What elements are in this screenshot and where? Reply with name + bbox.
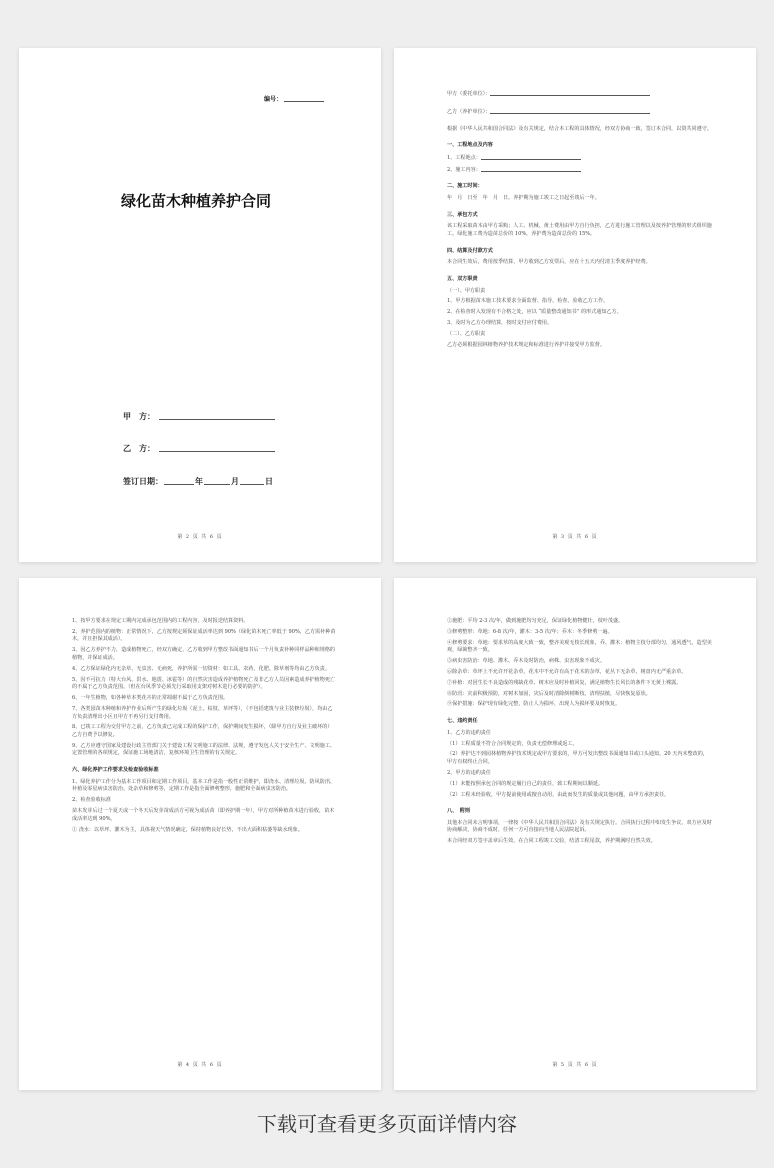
- paragraph: ⑦补植：对因生长不良造成的残缺花草、树木应及时补植回复，满足植物生长风长的条件下无黄土裸露。: [447, 679, 682, 686]
- contract-page-4: [19, 578, 381, 1090]
- contract-number-blank: [284, 101, 324, 102]
- paragraph: 苗木发芽后过一个夏天或一个冬天后发芽苗成活方可视为成活苗（即养护期一年），甲方对所种植苗木进行验收，苗木成活率达到 90%。: [72, 808, 335, 822]
- paragraph: 1、乙方的违约责任: [447, 729, 491, 736]
- cover-page: [19, 48, 381, 562]
- intro-paragraph: 根据《中华人民共和国合同法》及有关规定，结合本工程的具体情况，经双方协商一致，签订本合同，以资共同遵守。: [447, 125, 712, 132]
- paragraph: ⑧防汛：灾前积极预防，对树木加固，灾后及时清除倒树断枝、清理扶植，尽快恢复原状。: [447, 690, 651, 697]
- section-heading: 八、 附则: [447, 808, 470, 815]
- contract-page-5: [394, 578, 756, 1090]
- sign-date-label: 签订日期：: [123, 477, 163, 486]
- item-text: 1、工程地点：: [447, 154, 481, 161]
- contract-page-3: [394, 48, 756, 562]
- blank-line: [481, 166, 581, 172]
- paragraph: （2）工程未经验收，甲方提前使用或擅自动用，由此而发生的质量或其他问题，由甲方承担责任。: [447, 791, 670, 798]
- party-b-blank: [159, 443, 275, 452]
- day-label: 日: [265, 477, 273, 486]
- paragraph: ⑤病虫害防治：草地、灌木、乔木及时防治，病株、虫害现象不成灾。: [447, 658, 605, 665]
- section-heading: 七、违约责任: [447, 718, 478, 725]
- month-blank: [204, 476, 230, 485]
- party-b-blank: [490, 108, 650, 114]
- paragraph: ②施肥：平均 2-3 次/年，做到施肥均匀充足，保证绿化植物健壮，枝叶茂盛。: [447, 618, 624, 624]
- paragraph: ⑨保护措施：保护现有绿化完整，防止人为损坏，出现人为损坏要及时恢复。: [447, 701, 621, 708]
- party-a-blank: [490, 90, 650, 96]
- paragraph: 乙方必须根据园林植物养护技术规定和标准进行养护并接受甲方监督。: [447, 341, 605, 348]
- contract-number-label: 编号：: [264, 96, 283, 103]
- paragraph: （二）、乙方职责: [447, 330, 486, 337]
- page-footer: 第 4 页 共 6 页: [177, 1062, 223, 1068]
- party-a-blank: [159, 411, 275, 420]
- item-text: 2、施工内容：: [447, 166, 481, 173]
- section-heading: 二、施工时间：: [447, 183, 483, 190]
- contract-title: 绿化苗木种植养护合同: [121, 192, 272, 210]
- contract-number-field: [264, 94, 324, 103]
- paragraph: 3、及时为乙方办理结算，按时支付应付费用。: [447, 320, 553, 327]
- paragraph: 本合同经双方签字盖章后生效，在合同工程竣工交验，结清工程尾款，养护期满时自然失效。: [447, 838, 656, 845]
- paragraph: [447, 166, 712, 175]
- party-a-field: [123, 411, 275, 422]
- paragraph: 4、乙方保证绿化内无杂草、无虫害、无病死，养护所需一切资材：如工具、农药、化肥、除草剂等均由乙方负责。: [72, 665, 330, 672]
- section-heading: 一、工程地点及内容: [447, 142, 493, 149]
- page-body: [447, 618, 712, 849]
- paragraph: ④修剪要求：草地：要求草的高度大致一致，整齐美观无枝长现象，乔、灌木：植物主枝分部均匀，通风透气，造型美观，绿篱整齐一致。: [447, 639, 712, 654]
- paragraph: [447, 154, 712, 163]
- paragraph: 7、各类园苗木种植和养护作业后所产生的绿化垃圾（泥土、枯枝、草坪等），（不包括建筑与业主装修垃圾），均由乙方负责清理出小区且甲方不再另行支付费用。: [72, 705, 333, 720]
- section-heading: 三、承包方式: [447, 211, 478, 218]
- paragraph: 1、按甲方要求在规定工期内完成承包范围内的工程内容，及时报送结算资料。: [72, 618, 249, 624]
- page-body: [72, 618, 337, 837]
- paragraph: ① 浇水：以草坪、灌木为主，具体视天气情况确定，保持植物良好长势，不出大面积枯萎等缺水现象。: [72, 826, 303, 833]
- paragraph: 该工程采取苗木由甲方采购；人工、机械、黄土费用由甲方自行负担，乙方进行施工管理以及按养护管理的形式组织施工。绿化施工费为造苗总价的 10%，养护费为造苗总价的 15%。: [447, 223, 712, 237]
- page-footer: 第 3 页 共 6 页: [552, 534, 598, 540]
- section-heading: 四、结算及付款方式: [447, 247, 493, 254]
- day-blank: [240, 476, 264, 485]
- paragraph: 2、养护范围内的植物：正常情况下，乙方按规定须保证成活率达到 90%（绿化苗木死亡率低于 90%，乙方需补种苗木，并且担保其成活）。: [72, 628, 336, 643]
- paragraph: ③修剪整形：草地：6-8 次/年，灌木：3-5 次/年；乔木：冬季修剪一遍。: [447, 628, 613, 635]
- paragraph: （2）养护达不到园林植物养护技术规定或甲方要求的，甲方可发出整改书面通知书或口头通知，20 天内未整改的，甲方有权终止合同。: [447, 751, 708, 766]
- paragraph: 2、在检查时入发现有不合格之处，应以 “质量整改通知书” 的形式通知乙方。: [447, 309, 622, 316]
- page-body: [447, 90, 712, 353]
- year-blank: [164, 476, 194, 485]
- paragraph: （1）未能按照承包合同的规定履行自己的责任，致工程期间以顺延。: [447, 780, 604, 787]
- paragraph: （一）、甲方职责: [447, 287, 486, 294]
- paragraph: 3、因乙方养护不力，造成植物死亡，经双方确定，乙方收到甲方整改书面通知书后一个月负责补种同样品种和规格的植物，并保证成活。: [72, 647, 336, 661]
- paragraph: 年 月 日至 年 月 日。养护期为施工竣工之日起至竣后一年。: [447, 195, 600, 202]
- page-footer: 第 2 页 共 6 页: [177, 534, 223, 540]
- month-label: 月: [231, 477, 239, 486]
- sign-date-field: [123, 476, 273, 487]
- party-a-line: [447, 90, 712, 99]
- party-a-label: 甲 方：: [123, 412, 155, 421]
- party-b-line: [447, 108, 712, 117]
- paragraph: 8、已竣工工程为交付甲方之前，乙方负责已完成工程的保护工作，保护期间发生损坏，（除甲方自行及业主破坏的）乙方自费予以修复。: [72, 724, 333, 738]
- paragraph: 2、甲方的违约责任: [447, 769, 491, 776]
- party-b-text: 乙方（养护单位）：: [447, 108, 491, 115]
- paragraph: 1、绿化养护工作分为基本工作项目和定期工作项目。基本工作是指一般性正常维护，即浇水、清理垃圾、防风防汛、补植及零星病虫害防治、处杂草和修剪等，定期工作是指全面修剪整形，施肥和全面病虫害防治。: [72, 778, 336, 793]
- paragraph: （1）工程质量不符合合同规定的，负责无偿修理或返工。: [447, 740, 578, 747]
- section-heading: 五、双方职责: [447, 275, 478, 282]
- paragraph: 2、检查验收标准: [72, 797, 111, 804]
- download-caption: 下载可查看更多页面详情内容: [257, 1112, 517, 1136]
- party-b-field: [123, 443, 275, 454]
- page-footer: 第 5 页 共 6 页: [552, 1062, 598, 1068]
- paragraph: ⑥除杂草：草坪上不允许开花杂草，花木中不允许有高于花木的杂草，花丛下无杂草，树盘内无严重杂草。: [447, 668, 687, 675]
- paragraph: 6、一年生植物，如各种草本类花卉的正常凋谢不属于乙方负责范围。: [72, 695, 229, 702]
- section-heading: 六、绿化养护工作要求及检查验收标准: [72, 767, 159, 774]
- paragraph: 5、因不可抗力（特大台风、洪水、地震、冰雹等）的自然灾害造成养护植物死亡及非乙方人员因素造成养护植物死亡的不属于乙方负责范围。（但在台风季节必须先行采取用支架对树木进行必要的防护）。: [72, 676, 336, 691]
- paragraph: 其他本合同未言明事项，一律按《中华人民共和国合同法》及有关规定执行。合同执行过程中如发生争议，双方应及时协商解决，协商不成时，任何一方可直接向当地人民法院起诉。: [447, 819, 712, 834]
- party-b-label: 乙 方：: [123, 444, 155, 453]
- paragraph: 本合同生效后，费用按季结算，甲方收到乙方发票后，应在十五天内付清主季度养护经费。: [447, 259, 651, 266]
- blank-line: [481, 154, 581, 160]
- year-label: 年: [195, 477, 203, 486]
- party-a-text: 甲方（委托单位）：: [447, 91, 491, 97]
- paragraph: 1、甲方根据苗木施工技术要求全面监督、指导、检查、验收乙方工作。: [447, 298, 609, 305]
- paragraph: 9、乙方应遵守国家及建设行政主管部门关于建设工程文明施工的法律、法规，遵守发包人关于安全生产、文明施工、定置管理的各项规定，保证施工场地清洁，复核环境卫生管理的有关规定。: [72, 742, 336, 757]
